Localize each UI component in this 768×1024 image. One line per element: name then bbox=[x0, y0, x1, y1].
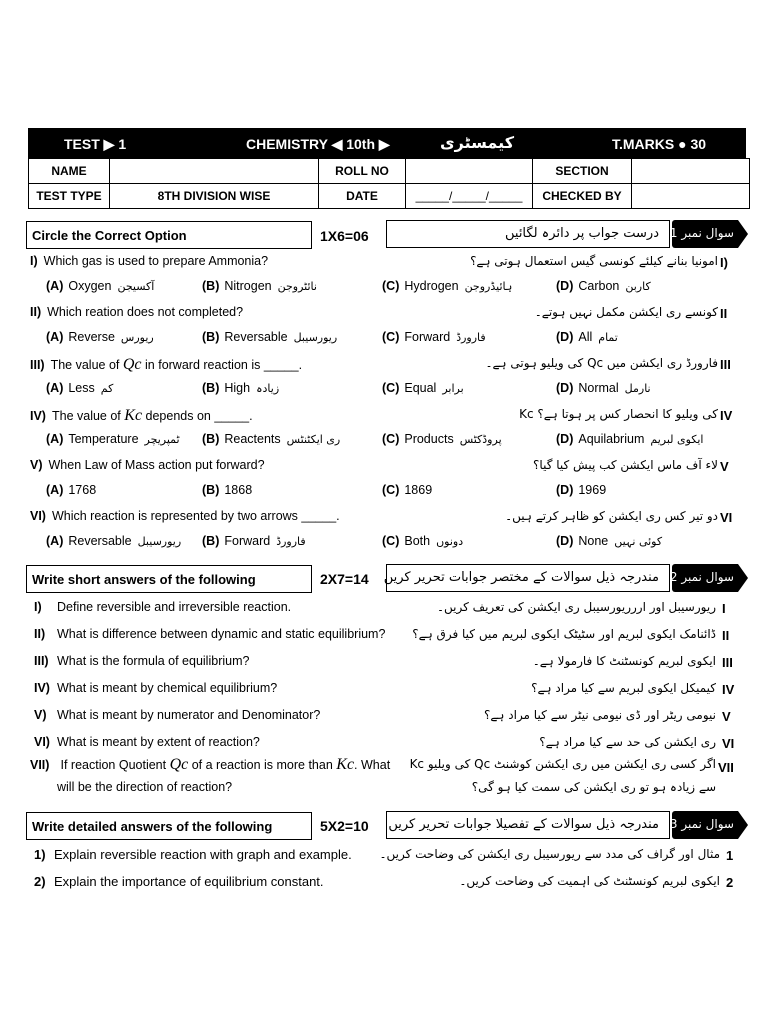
s1-q4-option-a[interactable]: (A) Temperature ٹمپریچر bbox=[46, 432, 180, 446]
section2-marks: 2X7=14 bbox=[320, 571, 369, 587]
s1-question-4: IV) The value of Kc depends on _____. bbox=[30, 407, 253, 424]
s1-q6-option-c[interactable]: (C) Both دونوں bbox=[382, 534, 464, 548]
s1-question-5: V) When Law of Mass action put forward? bbox=[30, 458, 265, 472]
s2-question-4-urdu: کیمیکل ایکوی لبریم سے کیا مراد ہے؟ bbox=[531, 681, 716, 695]
s1-q6-option-a[interactable]: (A) Reversable ریورسیبل bbox=[46, 534, 182, 548]
s1-question-6-urdu-number: VI bbox=[720, 510, 733, 525]
s1-question-5-urdu-number: V bbox=[720, 459, 729, 474]
section3-urdu-title: مندرجہ ذیل سوالات کے تفصیلا جوابات تحریر کریں bbox=[386, 811, 670, 839]
s1-q3-option-c[interactable]: (C) Equal برابر bbox=[382, 381, 464, 395]
s1-q3-option-d[interactable]: (D) Normal نارمل bbox=[556, 381, 651, 395]
s3-question-1-urdu: مثال اور گراف کی مدد سے ریورسیبل ری ایکشن کی وضاحت کریں۔ bbox=[379, 847, 720, 861]
section3-title: Write detailed answers of the following bbox=[26, 812, 312, 840]
s2-question-4: IV) What is meant by chemical equilibrium? bbox=[34, 681, 278, 695]
name-label: NAME bbox=[29, 159, 110, 184]
s1-question-1-urdu: امونیا بنانے کیلئے کونسی گیس استعمال ہوتی ہے؟ bbox=[470, 254, 718, 268]
s1-q1-option-b[interactable]: (B) Nitrogen نائٹروجن bbox=[202, 279, 317, 293]
s1-q1-option-a[interactable]: (A) Oxygen آکسیجن bbox=[46, 279, 155, 293]
s1-q4-option-b[interactable]: (B) Reactents ری ایکٹنٹس bbox=[202, 432, 341, 446]
test-number: TEST ▶ 1 bbox=[64, 136, 127, 152]
s1-q6-option-b[interactable]: (B) Forward فارورڈ bbox=[202, 534, 306, 548]
s1-q2-option-a[interactable]: (A) Reverse ریورس bbox=[46, 330, 154, 344]
s1-question-2: II) Which reation does not completed? bbox=[30, 305, 244, 319]
s1-q4-option-c[interactable]: (C) Products پروڈکٹس bbox=[382, 432, 502, 446]
section2-title: Write short answers of the following bbox=[26, 565, 312, 593]
s1-q5-option-d[interactable]: (D) 1969 bbox=[556, 483, 607, 497]
s1-question-3-urdu: فارورڈ ری ایکشن میں Qc کی ویلیو ہوتی ہے۔ bbox=[485, 356, 718, 370]
s3-question-1: 1) Explain reversible reaction with graph and example. bbox=[34, 847, 352, 862]
checked-by-field[interactable] bbox=[632, 184, 750, 209]
s2-q7-urdu-line2: سے زیادہ ہو تو ری ایکشن کی سمت کیا ہو گی؟ bbox=[471, 780, 716, 794]
s1-question-3: III) The value of Qc in forward reaction is _____. bbox=[30, 356, 303, 373]
s1-question-6-urdu: دو تیر کس ری ایکشن کو ظاہر کرتے ہیں۔ bbox=[505, 509, 718, 523]
s1-q2-option-d[interactable]: (D) All تمام bbox=[556, 330, 618, 344]
checked-by-label: CHECKED BY bbox=[533, 184, 632, 209]
s1-question-6: VI) Which reaction is represented by two arrows _____. bbox=[30, 509, 340, 523]
s1-question-2-urdu-number: II bbox=[720, 306, 728, 321]
test-type-label: TEST TYPE bbox=[29, 184, 110, 209]
s1-q1-option-d[interactable]: (D) Carbon کاربن bbox=[556, 279, 651, 293]
s2-q7-urdu-line1: اگر کسی ری ایکشن میں ری ایکشن کوشنٹ Qc کی ویلیو Kc bbox=[409, 757, 716, 771]
s1-q3-option-a[interactable]: (A) Less کم bbox=[46, 381, 114, 395]
s2-question-5: V) What is meant by numerator and Denominator? bbox=[34, 708, 321, 722]
s1-q2-option-c[interactable]: (C) Forward فارورڈ bbox=[382, 330, 486, 344]
section3-marks: 5X2=10 bbox=[320, 818, 369, 834]
section2-tag: سوال نمبر 2) bbox=[672, 564, 738, 592]
s1-q4-option-d[interactable]: (D) Aquilabrium ایکوی لبریم bbox=[556, 432, 704, 446]
s3-question-1-urdu-number: 1 bbox=[726, 848, 734, 863]
s2-question-1-urdu-number: I bbox=[722, 601, 726, 616]
s1-question-5-urdu: لاء آف ماس ایکشن کب پیش کیا گیا؟ bbox=[533, 458, 718, 472]
s1-question-1: I) Which gas is used to prepare Ammonia? bbox=[30, 254, 269, 268]
s1-question-1-urdu-number: I) bbox=[720, 255, 728, 270]
section2-urdu-title: مندرجہ ذیل سوالات کے مختصر جوابات تحریر کریں bbox=[386, 564, 670, 592]
s2-question-5-urdu: نیومی ریٹر اور ڈی نیومی نیٹر سے کیا مراد ہے؟ bbox=[484, 708, 716, 722]
s2-question-5-urdu-number: V bbox=[722, 709, 731, 724]
header-bar bbox=[28, 128, 746, 158]
s2-question-6-urdu-number: VI bbox=[722, 736, 735, 751]
section1-title: Circle the Correct Option bbox=[26, 221, 312, 249]
s1-question-2-urdu: کونسے ری ایکشن مکمل نہیں ہوتے۔ bbox=[534, 305, 718, 319]
s3-question-2-urdu-number: 2 bbox=[726, 875, 734, 890]
s2-q7: VII) If reaction Quotient Qc of a reaction is more than Kc. What bbox=[30, 756, 391, 773]
s2-q7-line2: will be the direction of reaction? bbox=[57, 780, 233, 794]
s2-question-4-urdu-number: IV bbox=[722, 682, 735, 697]
roll-label: ROLL NO bbox=[319, 159, 406, 184]
date-label: DATE bbox=[319, 184, 406, 209]
s1-q5-option-c[interactable]: (C) 1869 bbox=[382, 483, 433, 497]
test-type-value: 8TH DIVISION WISE bbox=[110, 184, 319, 209]
name-field[interactable] bbox=[110, 159, 319, 184]
s2-question-2-urdu-number: II bbox=[722, 628, 730, 643]
subject-title: CHEMISTRY ◀ 10th ▶ bbox=[246, 136, 390, 152]
s1-question-4-urdu: Kc کی ویلیو کا انحصار کس پر ہوتا ہے؟ bbox=[519, 407, 718, 421]
section-field[interactable] bbox=[632, 159, 750, 184]
s2-q7-urdu-number: VII bbox=[718, 760, 734, 775]
s1-q6-option-d[interactable]: (D) None کوئی نہیں bbox=[556, 534, 663, 548]
total-marks: T.MARKS ● 30 bbox=[612, 136, 707, 152]
s1-q3-option-b[interactable]: (B) High زیادہ bbox=[202, 381, 280, 395]
s1-q2-option-b[interactable]: (B) Reversable ریورسیبل bbox=[202, 330, 338, 344]
section1-marks: 1X6=06 bbox=[320, 228, 369, 244]
section1-urdu-title: درست جواب پر دائرہ لگائیں bbox=[386, 220, 670, 248]
s1-question-3-urdu-number: III bbox=[720, 357, 731, 372]
s1-q5-option-a[interactable]: (A) 1768 bbox=[46, 483, 97, 497]
s2-question-2: II) What is difference between dynamic and static equilibrium? bbox=[34, 627, 386, 641]
subject-title-urdu: کیمسٹری bbox=[440, 133, 514, 152]
date-field[interactable]: _____/_____/_____ bbox=[406, 184, 533, 209]
s3-question-2: 2) Explain the importance of equilibrium constant. bbox=[34, 874, 324, 889]
section-label: SECTION bbox=[533, 159, 632, 184]
section1-tag: سوال نمبر 1) bbox=[672, 220, 738, 248]
s2-question-3-urdu-number: III bbox=[722, 655, 733, 670]
s1-question-4-urdu-number: IV bbox=[720, 408, 733, 423]
s2-question-3-urdu: ایکوی لبریم کونسٹنٹ کا فارمولا ہے۔ bbox=[532, 654, 716, 668]
student-info-grid bbox=[28, 158, 750, 209]
s2-question-1-urdu: ریورسیبل اور اررریورسیبل ری ایکشن کی تعریف کریں۔ bbox=[437, 600, 716, 614]
s3-question-2-urdu: ایکوی لبریم کونسٹنٹ کی اہمیت کی وضاحت کریں۔ bbox=[459, 874, 720, 888]
section3-tag: سوال نمبر 3) bbox=[672, 811, 738, 839]
s1-q1-option-c[interactable]: (C) Hydrogen ہائیڈروجن bbox=[382, 279, 513, 293]
s2-question-6-urdu: ری ایکشن کی حد سے کیا مراد ہے؟ bbox=[539, 735, 716, 749]
s2-question-3: III) What is the formula of equilibrium? bbox=[34, 654, 250, 668]
roll-field[interactable] bbox=[406, 159, 533, 184]
s1-q5-option-b[interactable]: (B) 1868 bbox=[202, 483, 253, 497]
s2-question-6: VI) What is meant by extent of reaction? bbox=[34, 735, 260, 749]
s2-question-2-urdu: ڈائنامک ایکوی لبریم اور سٹیٹک ایکوی لبریم میں کیا فرق ہے؟ bbox=[412, 627, 716, 641]
s2-question-1: I) Define reversible and irreversible reaction. bbox=[34, 600, 292, 614]
